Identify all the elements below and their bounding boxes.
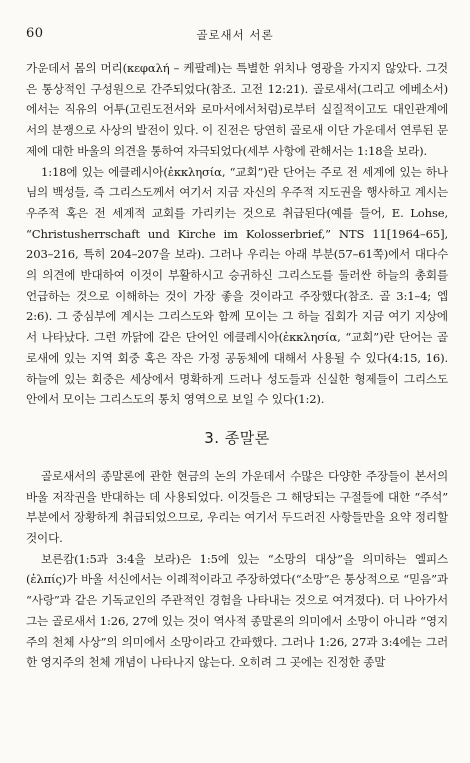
paragraph-bornkamm: 보른캄(1:5과 3:4을 보라)은 1:5에 있는 “소망의 대상”을 의미하는 엘피스(ἐλπίς)가 바울 서신에서는 이례적이라고 주장하였다(“소망”은 통상적으로 “믿음”과 “사랑”과 같은 기독교인의 주관적인 경험을 나타내는 것으로 여겨졌다). 더 나아가서 그는 골로새서 1:26, 27에 있는 것이 역사적 종말론의 의미에서 소망이 아니라 “영지주의 천체 사상”의 의미에서 소망이라고 간파했다. 그러나 1:26, 27과 3:4에는 그러한 영지주의 천체 개념이 나타나지 않는다. 오히려 그 곳에는 진정한 종말 (26, 551, 448, 670)
paragraph-eschatology-intro: 골로새서의 종말론에 관한 현금의 논의 가운데서 수많은 다양한 주장들이 본서의 바울 저작권을 반대하는 데 사용되었다. 이것들은 그 해당되는 구절들에 대한 “주석” 부분에서 장황하게 취급되었으므로, 우리는 여기서 두드러진 사항들만을 요약 정리할 것이다. (26, 468, 448, 546)
page-body (26, 58, 448, 673)
running-title: 골로새서 서론 (196, 28, 274, 42)
paragraph-continued: 가운데서 몸의 머리(κεφαλή – 케팔레)는 특별한 위치나 영광을 가지지 않았다. 그것은 통상적인 구성원으로 간주되었다(참조. 고전 12:21). 골로새서(그리고 에베소서)에서는 직유의 어투(고린도전서와 로마서에서처럼)로부터 실질적이고도 대인관계에서의 분쟁으로 사상의 발전이 있다. 이 진전은 당연히 골로새 이단 가운데서 연루된 문제에 대한 바울의 의견을 통하여 자극되었다(세부 사항에 관해서는 1:18을 보라). (26, 61, 448, 158)
paragraph-ekklesia: 1:18에 있는 에클레시아(ἐκκλησία, “교회”)란 단어는 주로 전 세계에 있는 하나님의 백성들, 즉 그리스도께서 여기서 지금 자신의 우주적 지도권을 행사하고 계시는 우주적 혹은 전 세계적 교회를 가리키는 것으로 취급된다(예를 들어, E. Lohse, “Christusherrschaft und Kirche im Kolosserbrief,” NTS 11[1964–65], 203–216, 특히 204–207을 보라). 그러나 우리는 아래 부분(57–61쪽)에서 대다수의 의견에 반대하여 이것이 부활하시고 승귀하신 그리스도를 둘러싼 하늘의 총회를 언급하는 것으로 이해하는 것이 가장 좋을 것이라고 주장했다(참조. 골 3:1–4; 엡 2:6). 그 중심부에 계시는 그리스도와 함께 모이는 그 하늘 집회가 지금 여기 지상에서 나타났다. 그런 까닭에 같은 단어인 에클레시아(ἐκκλησία, “교회”)란 단어는 골로새에 있는 지역 회중 혹은 작은 가정 공동체에 대해서 사용될 수 있다(4:15, 16). 하늘에 있는 회중은 세상에서 명확하게 드러나 성도들과 신실한 형제들이 그리스도 안에서 모이는 그리스도의 통치 영역으로 보일 수 있다(1:2). (26, 164, 448, 407)
section-heading: 3. 종말론 (204, 428, 270, 447)
page-number: 60 (26, 26, 44, 41)
page-header (26, 26, 444, 42)
